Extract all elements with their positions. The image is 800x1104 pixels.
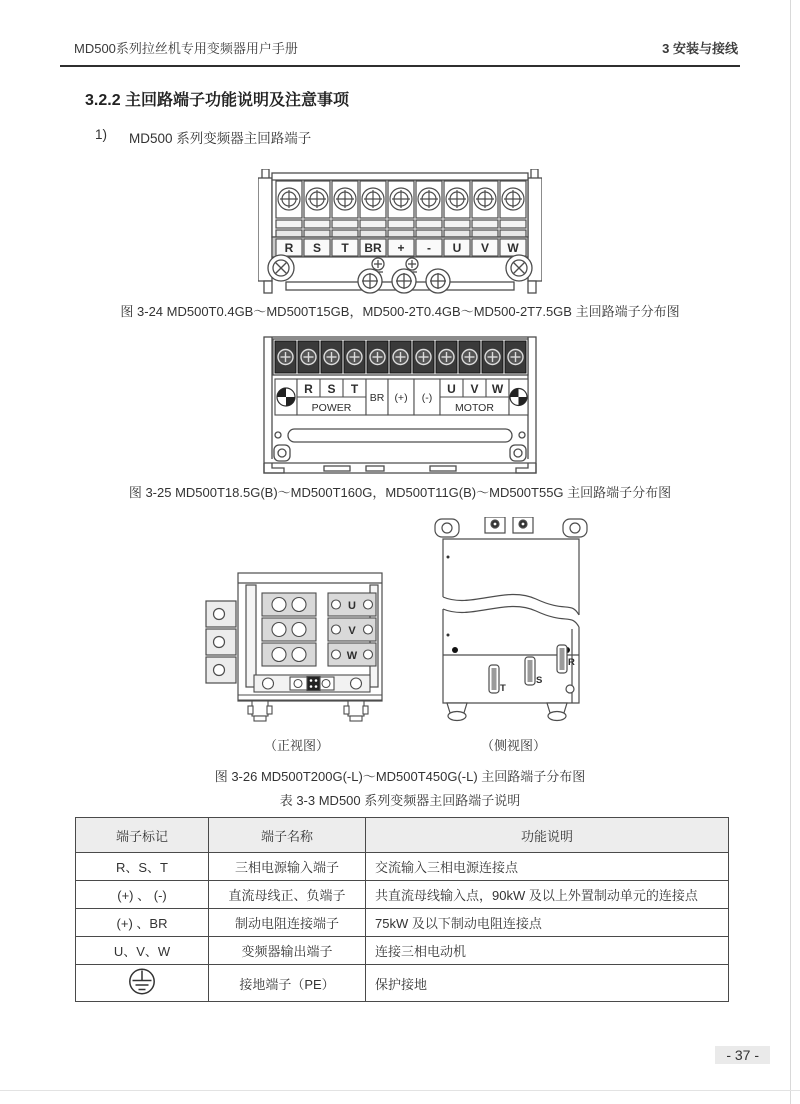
page-edge [790,0,791,1104]
front-view-column [204,517,389,754]
cell-name: 变频器输出端子 [209,937,366,965]
cell-desc: 保护接地 [366,965,729,1002]
terminal-description-table [75,817,729,1002]
table-row [76,909,729,937]
terminal-label-plus: + [397,241,405,255]
terminal-label-t: T [350,382,359,396]
section-title: 3.2.2 主回路端子功能说明及注意事项 [85,92,350,109]
table-row [76,965,729,1002]
motor-group-label: MOTOR [455,402,494,414]
terminal-label-t: T [341,241,349,255]
col-header-desc: 功能说明 [366,818,729,853]
ground-screw-icon [510,389,527,406]
side-label-t: T [500,683,506,694]
figure-3-25-terminal-diagram [0,335,800,475]
terminal-label-br: BR [369,392,385,404]
front-view-drawing [204,567,389,722]
terminal-label-plus: (+) [394,392,408,404]
terminal-label-w: W [491,382,504,396]
terminal-label-s: S [327,382,336,396]
header-chapter-title: 3 安装与接线 [662,41,738,56]
cell-name: 直流母线正、负端子 [209,881,366,909]
cell-mark: (+) 、 (-) [76,881,209,909]
front-label-u: U [348,600,356,612]
col-header-name: 端子名称 [209,818,366,853]
table-row [76,881,729,909]
list-item [95,127,800,147]
table-title: 表 3-3 MD500 系列变频器主回路端子说明 [279,793,521,808]
terminal-label-br: BR [364,241,382,255]
page-edge-bottom [0,1090,800,1091]
side-view-drawing [431,517,596,722]
front-label-v: V [348,625,356,637]
figure-3-24-caption: 图 3-24 MD500T0.4GB～MD500T15GB，MD500-2T0.4GB～MD500-2T7.5GB 主回路端子分布图 [120,304,680,319]
page-header [60,0,740,67]
terminal-label-r: R [304,382,313,396]
cell-desc: 75kW 及以下制动电阻连接点 [366,909,729,937]
header-manual-title: MD500系列拉丝机专用变频器用户手册 [74,41,298,56]
terminal-block-drawing-small [258,169,542,294]
cell-name: 三相电源输入端子 [209,853,366,881]
terminal-label-u: U [452,241,462,255]
figure-3-26-caption: 图 3-26 MD500T200G(-L)～MD500T450G(-L) 主回路端子分布图 [214,769,586,784]
side-label-r: R [568,657,575,668]
cell-mark: (+) 、BR [76,909,209,937]
cell-desc: 连接三相电动机 [366,937,729,965]
figure-3-25-caption: 图 3-25 MD500T18.5G(B)～MD500T160G，MD500T11G(B)～MD500T55G 主回路端子分布图 [128,485,672,500]
terminal-label-minus: (-) [421,392,433,404]
cell-name: 制动电阻连接端子 [209,909,366,937]
terminal-label-u: U [447,382,456,396]
cell-mark-ground [76,965,209,1002]
front-view-caption: （正视图） [263,738,329,753]
terminal-label-v: V [470,382,479,396]
table-row [76,937,729,965]
ground-pe-icon [128,967,156,996]
figure-3-26-terminal-diagram [0,517,800,754]
cell-name: 接地端子（PE） [209,965,366,1002]
terminal-block-drawing-mid [262,335,538,475]
page-number: - 37 - [715,1046,770,1064]
terminal-label-s: S [312,241,322,255]
terminal-label-r: R [284,241,294,255]
list-item-number: 1) [95,127,108,142]
table-row [76,853,729,881]
terminal-label-w: W [507,241,519,255]
terminal-label-v: V [480,241,490,255]
side-label-s: S [536,675,543,686]
table-header-row [76,818,729,853]
terminal-label-minus: - [427,241,431,255]
cell-desc: 共直流母线输入点，90kW 及以上外置制动单元的连接点 [366,881,729,909]
cell-mark: R、S、T [76,853,209,881]
side-view-column [431,517,596,754]
front-label-w: W [346,650,358,662]
list-item-text: MD500 系列变频器主回路端子 [129,131,312,146]
ground-screw-icon [277,388,295,406]
cell-desc: 交流输入三相电源连接点 [366,853,729,881]
figure-3-24-terminal-diagram [0,169,800,294]
power-group-label: POWER [311,402,352,414]
col-header-mark: 端子标记 [76,818,209,853]
cell-mark: U、V、W [76,937,209,965]
side-view-caption: （侧视图） [480,738,546,753]
